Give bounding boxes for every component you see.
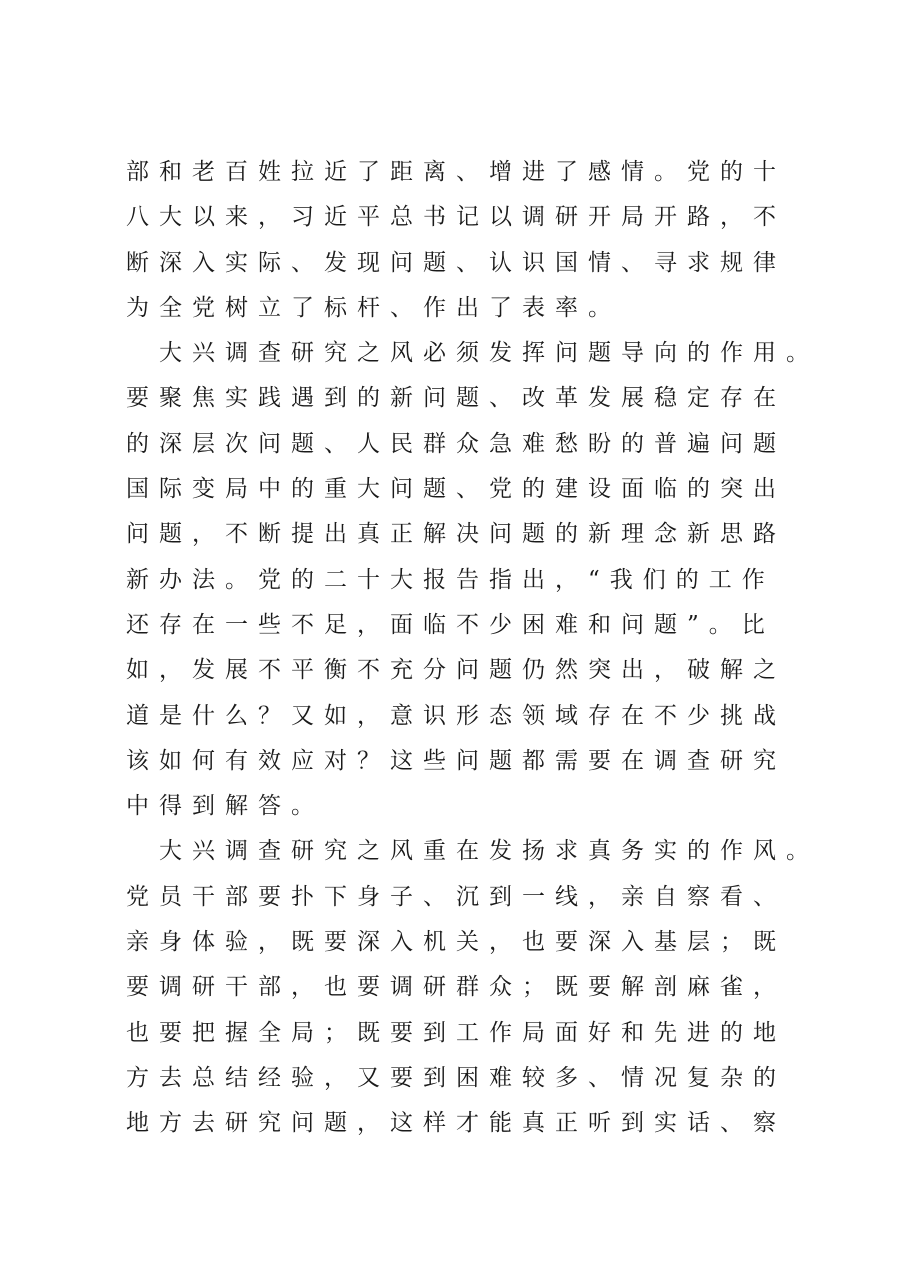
text-line: 道是什么？又如，意识形态领域存在不少挑战 xyxy=(126,702,786,729)
text-line: 也要把握全局；既要到工作局面好和先进的地 xyxy=(126,1019,786,1046)
text-line: 八大以来，习近平总书记以调研开局开路，不 xyxy=(126,204,786,231)
text-line: 中得到解答。 xyxy=(126,793,324,820)
text-line: 方去总结经验，又要到困难较多、情况复杂的 xyxy=(126,1064,786,1091)
text-line: 断深入实际、发现问题、认识国情、寻求规律 xyxy=(126,249,786,276)
text-line: 还存在一些不足，面临不少困难和问题”。比 xyxy=(126,611,775,638)
text-line: 要调研干部，也要调研群众；既要解剖麻雀， xyxy=(126,974,786,1001)
text-line: 部和老百姓拉近了距离、增进了感情。党的十 xyxy=(126,159,786,185)
text-line: 新办法。党的二十大报告指出，“我们的工作 xyxy=(126,566,775,593)
text-line: 问题，不断提出真正解决问题的新理念新思路 xyxy=(126,521,786,548)
text-line: 亲身体验，既要深入机关，也要深入基层；既 xyxy=(126,929,786,956)
text-line: 大兴调查研究之风必须发挥问题导向的作用。 xyxy=(126,340,819,367)
body-text xyxy=(126,150,826,1147)
text-line: 要聚焦实践遇到的新问题、改革发展稳定存在 xyxy=(126,385,786,412)
text-line: 党员干部要扑下身子、沉到一线，亲自察看、 xyxy=(126,883,786,910)
text-line: 的深层次问题、人民群众急难愁盼的普遍问题 xyxy=(126,430,786,457)
text-line: 为全党树立了标杆、作出了表率。 xyxy=(126,294,621,321)
text-line: 该如何有效应对？这些问题都需要在调查研究 xyxy=(126,747,786,774)
text-line: 大兴调查研究之风重在发扬求真务实的作风。 xyxy=(126,838,819,865)
text-line: 国际变局中的重大问题、党的建设面临的突出 xyxy=(126,476,786,503)
text-line: 地方去研究问题，这样才能真正听到实话、察 xyxy=(126,1110,786,1137)
text-line: 如，发展不平衡不充分问题仍然突出，破解之 xyxy=(126,657,786,684)
